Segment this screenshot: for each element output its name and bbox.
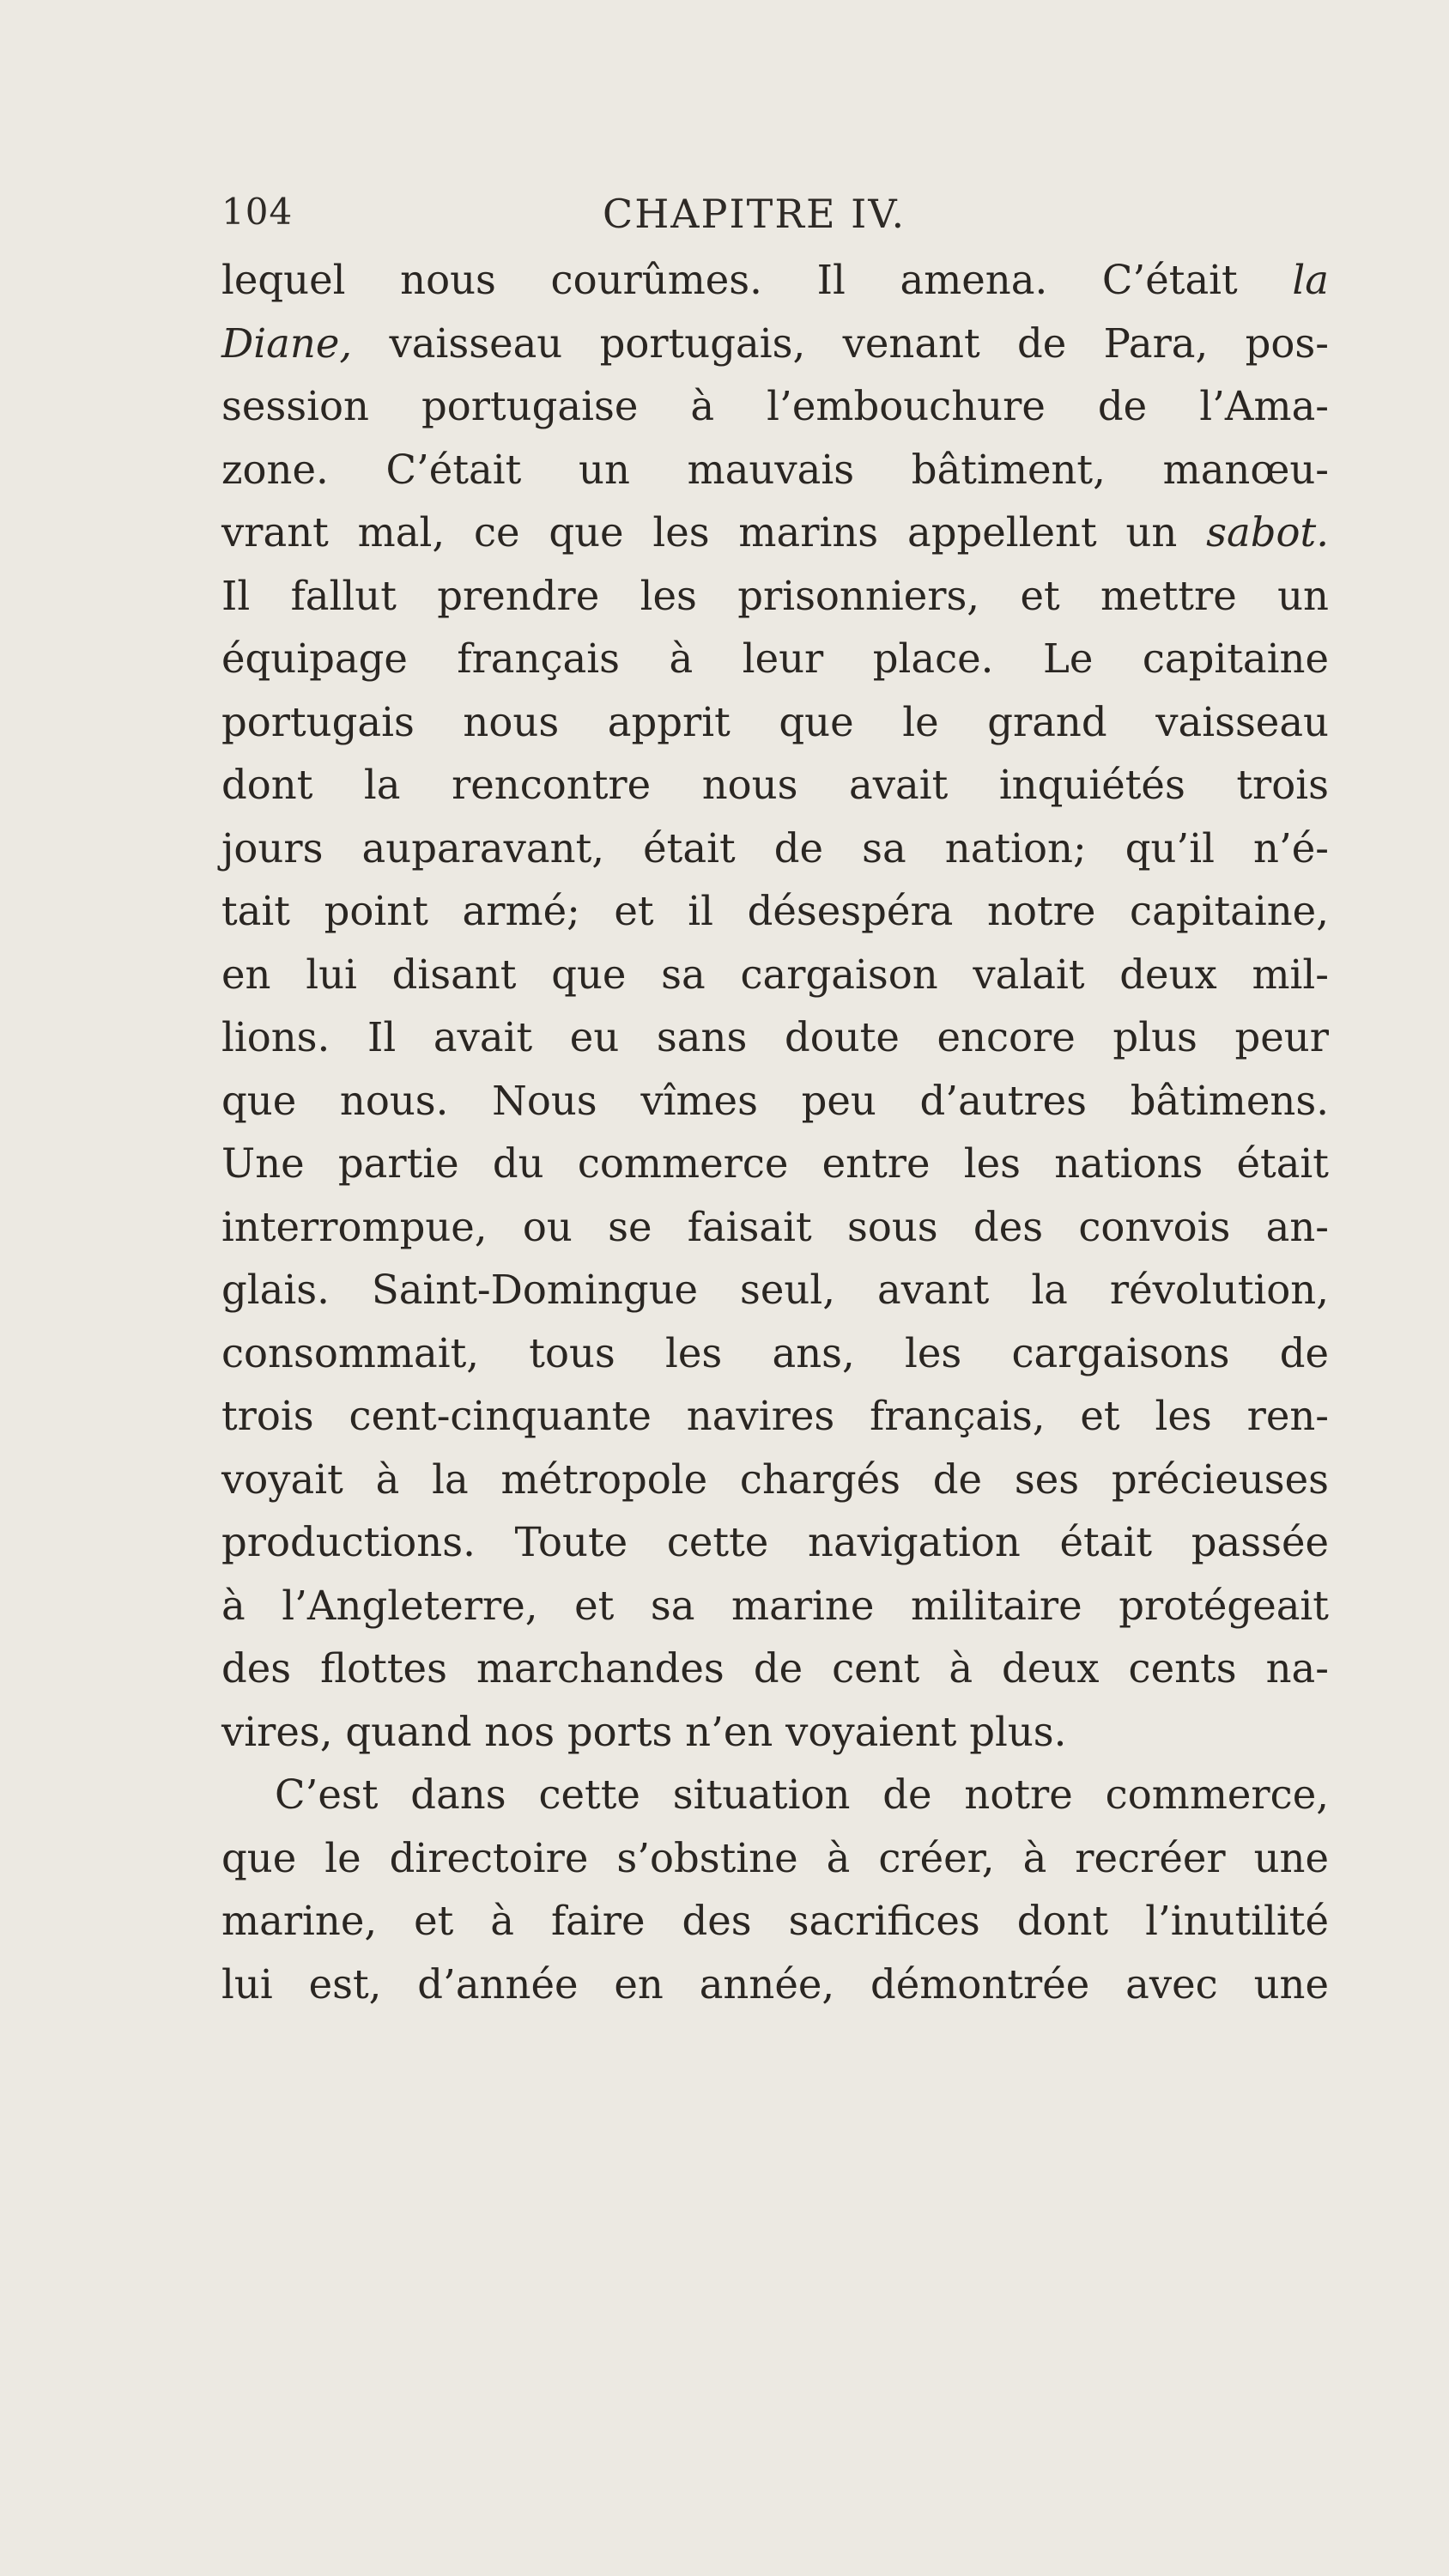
text-line-19: trois cent-cinquante navires français, et les ren- <box>221 1393 1329 1439</box>
text-line-7: équipage français à leur place. Le capitaine <box>221 635 1329 682</box>
text-line-17: glais. Saint-Domingue seul, avant la révolution, <box>221 1267 1329 1313</box>
text-line-15: Une partie du commerce entre les nations était <box>221 1140 1329 1187</box>
text-line-16: interrompue, ou se faisait sous des convois an- <box>221 1203 1329 1250</box>
text-line-20: voyait à la métropole chargés de ses précieuses <box>221 1455 1329 1503</box>
page-number: 104 <box>221 191 294 233</box>
body-text <box>221 249 1329 2016</box>
text-line-21: productions. Toute cette navigation était passée <box>221 1519 1329 1565</box>
text-line-28: lui est, d’année en année, démontrée avec une <box>221 1960 1329 2008</box>
text-line-22: à l’Angleterre, et sa marine militaire protégeait <box>221 1582 1329 1629</box>
text-line-5: vrant mal, ce que les marins appellent un sabot. <box>221 509 1329 556</box>
text-line-14: que nous. Nous vîmes peu d’autres bâtimens. <box>221 1077 1329 1124</box>
text-line-8: portugais nous apprit que le grand vaisseau <box>221 698 1329 745</box>
text-line-2: Diane, vaisseau portugais, venant de Para, pos- <box>221 319 1329 367</box>
text-line-4: zone. C’était un mauvais bâtiment, manœu- <box>221 446 1329 493</box>
text-line-24: vires, quand nos ports n’en voyaient plus. <box>221 1708 1067 1755</box>
text-line-25: C’est dans cette situation de notre commerce, <box>275 1771 1329 1818</box>
text-line-27: marine, et à faire des sacrifices dont l’inutilité <box>221 1898 1329 1944</box>
text-line-3: session portugaise à l’embouchure de l’Ama- <box>221 383 1329 429</box>
text-line-18: consommait, tous les ans, les cargaisons de <box>221 1329 1329 1376</box>
text-line-26: que le directoire s’obstine à créer, à recréer une <box>221 1834 1329 1881</box>
text-line-1: lequel nous courûmes. Il amena. C’était la <box>221 257 1329 303</box>
text-line-23: des flottes marchandes de cent à deux cents na- <box>221 1645 1329 1692</box>
text-line-6: Il fallut prendre les prisonniers, et mettre un <box>221 572 1329 619</box>
text-line-9: dont la rencontre nous avait inquiétés trois <box>221 762 1329 808</box>
text-line-13: lions. Il avait eu sans doute encore plus peur <box>221 1014 1329 1060</box>
page-header <box>221 191 1329 246</box>
text-line-10: jours auparavant, était de sa nation; qu’il n’é- <box>221 824 1329 872</box>
text-line-11: tait point armé; et il désespéra notre capitaine, <box>221 888 1329 934</box>
text-line-12: en lui disant que sa cargaison valait deux mil- <box>221 951 1329 998</box>
running-head: CHAPITRE IV. <box>603 191 906 237</box>
